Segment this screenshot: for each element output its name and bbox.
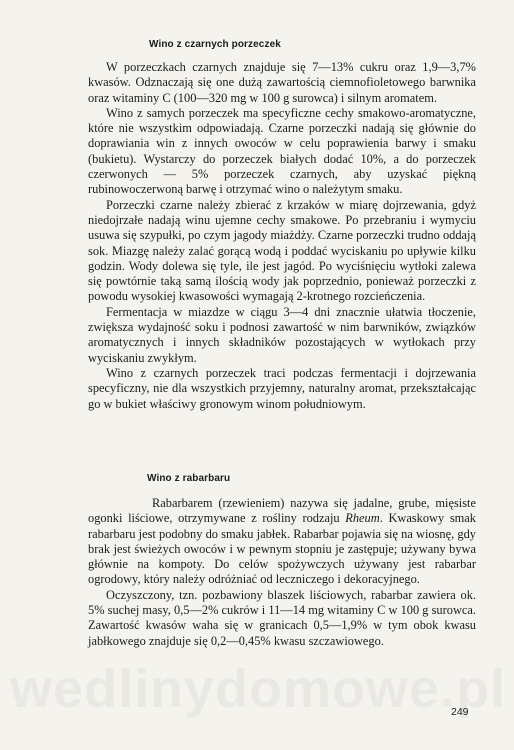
section-heading-blackcurrant-wine: Wino z czarnych porzeczek	[149, 39, 281, 50]
paragraph: W porzeczkach czarnych znajduje się 7—13% cukru oraz 1,9—3,7% kwasów. Odznaczają się one dużą zawartością ciemnofioletowego barwnika oraz witaminy C (100—320 mg w 100 g surowca) i silnym aromatem.	[88, 60, 476, 105]
paragraph: Porzeczki czarne należy zbierać z krzaków w miarę dojrzewania, gdyż niedojrzałe nadają winu ujemne cechy smakowe. Po przebraniu i wymyciu usuwa się szypułki, po czym jagody miażdży. Czarne porzeczki trudno oddają sok. Miazgę należy zalać gorącą wodą i poddać wyciskaniu po upływie kilku godzin. Wody dolewa się tyle, ile jest jagód. Po wyciśnięciu wytłoki zalewa się powtórnie taką samą ilością wody jak poprzednio, ponieważ porzeczki z powodu wysokiej kwasowości wymagają 2-krotnego rozcieńczenia.	[88, 197, 476, 304]
section-body-blackcurrant-wine	[88, 60, 476, 412]
paragraph: Wino z samych porzeczek ma specyficzne cechy smakowo-aromatyczne, które nie wszystkim odpowiadają. Czarne porzeczki nadają się głównie do doprawiania win z innych owoców w celu poprawienia barwy i smaku (bukietu). Wystarczy do porzeczek białych dodać 10%, a do porzeczek czerwonych — 5% porzeczek czarnych, aby uzyskać piękną rubinowoczerwoną barwę i otrzymać wino o należytym smaku.	[88, 105, 476, 197]
watermark	[10, 658, 506, 720]
section-heading-rhubarb-wine: Wino z rabarbaru	[147, 473, 231, 484]
paragraph	[88, 496, 476, 588]
paragraph: Fermentacja w miazdze w ciągu 3—4 dni znacznie ułatwia tłoczenie, zwiększa wydajność soku i podnosi zawartość w nim barwników, związków aromatycznych i innych składników pozostających w wytłokach przy wyciskaniu zwykłym.	[88, 304, 476, 365]
genus-name: Rheum	[345, 511, 380, 526]
page-number: 249	[451, 706, 469, 718]
paragraph: Wino z czarnych porzeczek traci podczas fermentacji i dojrzewania specyficzny, nie dla wszystkich przyjemny, naturalny aromat, przekształcając go w bukiet właściwy gronowym winom południowym.	[88, 365, 476, 411]
section-body-rhubarb-wine	[88, 496, 476, 649]
paragraph: Oczyszczony, tzn. pozbawiony blaszek liściowych, rabarbar zawiera ok. 5% suchej masy, 0,5—2% cukrów i 11—14 mg witaminy C w 100 g surowca. Zawartość kwasów waha się w granicach 0,5—1,9% w tym obok kwasu jabłkowego znajduje się 0,2—0,45% kwasu szczawiowego.	[88, 587, 476, 648]
paragraph-rest: . Kwaskowy smak rabarbaru jest podobny do smaku jabłek. Rabarbar pojawia się na wiosnę, gdy brak jest świeżych owoców i w pewnym stopniu je zastępuje; używany bywa głównie na kompoty. Do celów spożywczych używany jest rabarbar ogrodowy, który należy odróżniać od leczniczego i dekoracyjnego.	[88, 511, 477, 587]
paragraph-lead: Rabarbarem (rzewieniem) nazywa się jadalne, grube, mięsiste ogonki liściowe, otrzymywane z rośliny rodzaju	[88, 496, 476, 526]
